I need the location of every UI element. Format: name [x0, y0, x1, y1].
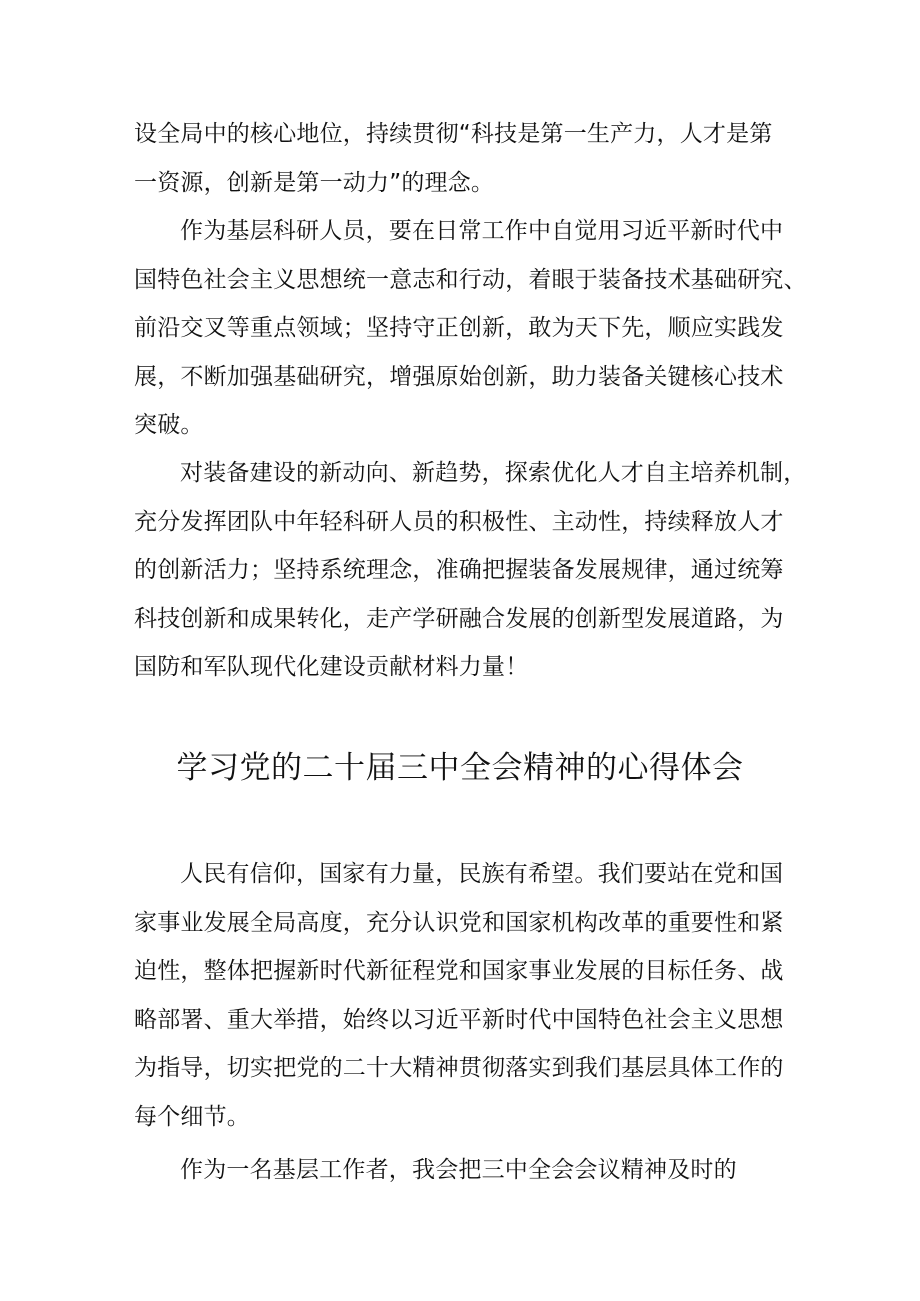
text-line: 一资源，创新是第一动力”的理念。: [134, 169, 495, 196]
paragraph-talent-cultivation: [134, 449, 807, 692]
text-line: 科技创新和成果转化，走产学研融合发展的创新型发展道路，为: [134, 605, 784, 632]
text-line: 前沿交叉等重点领域；坚持守正创新，敢为天下先，顺应实践发: [134, 315, 784, 341]
text-line: 展，不断加强基础研究，增强原始创新，助力装备关键核心技术: [134, 363, 784, 390]
section-title: 学习党的二十届三中全会精神的心得体会: [176, 750, 744, 786]
text-line: 作为基层科研人员，要在日常工作中自觉用习近平新时代中: [180, 218, 784, 244]
text-line: 迫性，整体把握新时代新征程党和国家事业发展的目标任务、战: [134, 958, 784, 984]
paragraph-continuation: [134, 110, 794, 207]
paragraph-grassroots-worker: [134, 1146, 794, 1195]
text-line: 人民有信仰，国家有力量，民族有希望。我们要站在党和国: [180, 861, 784, 887]
text-line: 国特色社会主义思想统一意志和行动，着眼于装备技术基础研究、: [134, 266, 807, 293]
text-line: 每个细节。: [134, 1103, 250, 1130]
text-line: 为指导，切实把党的二十大精神贯彻落实到我们基层具体工作的: [134, 1055, 784, 1081]
text-line: 作为一名基层工作者，我会把三中全会会议精神及时的: [180, 1157, 737, 1183]
paragraph-research-staff: [134, 207, 807, 450]
text-line: 设全局中的核心地位，持续贯彻“科技是第一生产力，人才是第: [134, 121, 773, 147]
text-line: 突破。: [134, 412, 204, 438]
text-line: 略部署、重大举措，始终以习近平新时代中国特色社会主义思想: [134, 1006, 784, 1033]
text-line: 的创新活力；坚持系统理念，准确把握装备发展规律，通过统筹: [134, 557, 784, 583]
text-line: 对装备建设的新动向、新趋势，探索优化人才自主培养机制，: [180, 460, 807, 486]
text-line: 充分发挥团队中年轻科研人员的积极性、主动性，持续释放人才: [134, 508, 784, 535]
paragraph-people-faith: [134, 850, 794, 1141]
text-line: 国防和军队现代化建设贡献材料力量！: [134, 654, 529, 680]
text-line: 家事业发展全局高度，充分认识党和国家机构改革的重要性和紧: [134, 909, 784, 936]
